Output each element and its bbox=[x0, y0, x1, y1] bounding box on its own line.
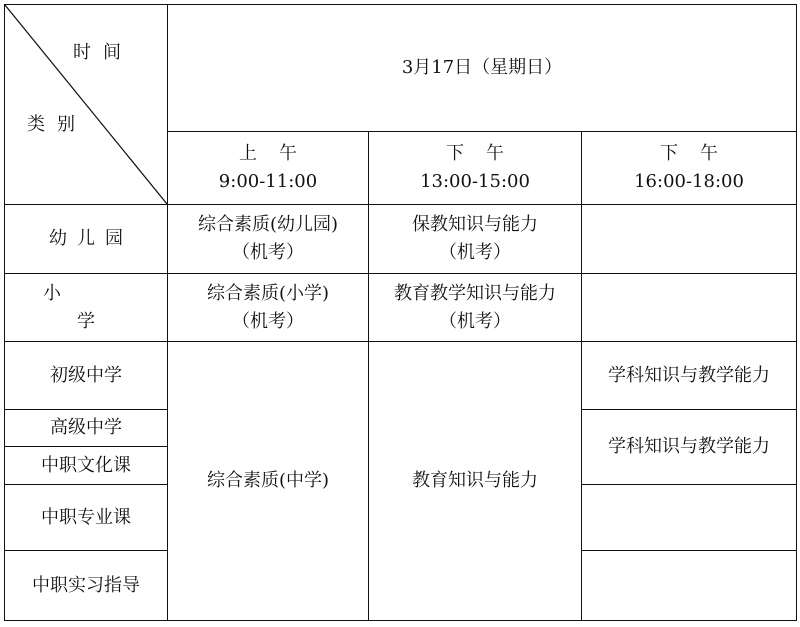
cell-kindergarten-afternoon-1: 保教知识与能力 （机考） bbox=[369, 205, 582, 274]
row-label-voc-major: 中职专业课 bbox=[5, 485, 168, 551]
table-row bbox=[5, 205, 797, 274]
cell-middle-morning: 综合素质(中学) bbox=[168, 342, 369, 621]
table-row bbox=[5, 274, 797, 342]
period-afternoon-1 bbox=[369, 132, 582, 205]
cell-senior-voc-afternoon-2: 学科知识与教学能力 bbox=[582, 410, 797, 485]
period-afternoon-2 bbox=[582, 132, 797, 205]
cell-primary-morning: 综合素质(小学) （机考） bbox=[168, 274, 369, 342]
period-morning bbox=[168, 132, 369, 205]
row-label-junior: 初级中学 bbox=[5, 342, 168, 410]
row-label-voc-culture: 中职文化课 bbox=[5, 447, 168, 485]
row-label-kindergarten: 幼儿园 bbox=[5, 205, 168, 274]
row-label-primary: 小学 bbox=[5, 274, 168, 342]
row-label-senior: 高级中学 bbox=[5, 410, 168, 447]
cell-primary-afternoon-2 bbox=[582, 274, 797, 342]
period-morning-name: 上午 bbox=[239, 143, 319, 165]
corner-category-label: 类别 bbox=[27, 114, 87, 135]
table-row bbox=[5, 342, 797, 410]
period-afternoon-2-time: 16:00-18:00 bbox=[634, 171, 744, 192]
exam-schedule-table bbox=[4, 4, 797, 621]
cell-junior-afternoon-2: 学科知识与教学能力 bbox=[582, 342, 797, 410]
cell-middle-afternoon-1: 教育知识与能力 bbox=[369, 342, 582, 621]
cell-voc-major-afternoon-2 bbox=[582, 485, 797, 551]
diagonal-divider bbox=[5, 5, 167, 204]
cell-kindergarten-morning: 综合素质(幼儿园) （机考） bbox=[168, 205, 369, 274]
corner-header-cell bbox=[5, 5, 168, 205]
period-afternoon-1-name: 下午 bbox=[446, 143, 526, 165]
corner-time-label: 时间 bbox=[73, 42, 133, 63]
row-label-voc-practice: 中职实习指导 bbox=[5, 551, 168, 621]
period-morning-time: 9:00-11:00 bbox=[218, 171, 318, 192]
cell-kindergarten-afternoon-2 bbox=[582, 205, 797, 274]
period-afternoon-2-name: 下午 bbox=[660, 143, 740, 165]
cell-primary-afternoon-1: 教育教学知识与能力 （机考） bbox=[369, 274, 582, 342]
period-afternoon-1-time: 13:00-15:00 bbox=[420, 171, 530, 192]
exam-date: 3月17日（星期日） bbox=[168, 5, 797, 132]
cell-voc-practice-afternoon-2 bbox=[582, 551, 797, 621]
